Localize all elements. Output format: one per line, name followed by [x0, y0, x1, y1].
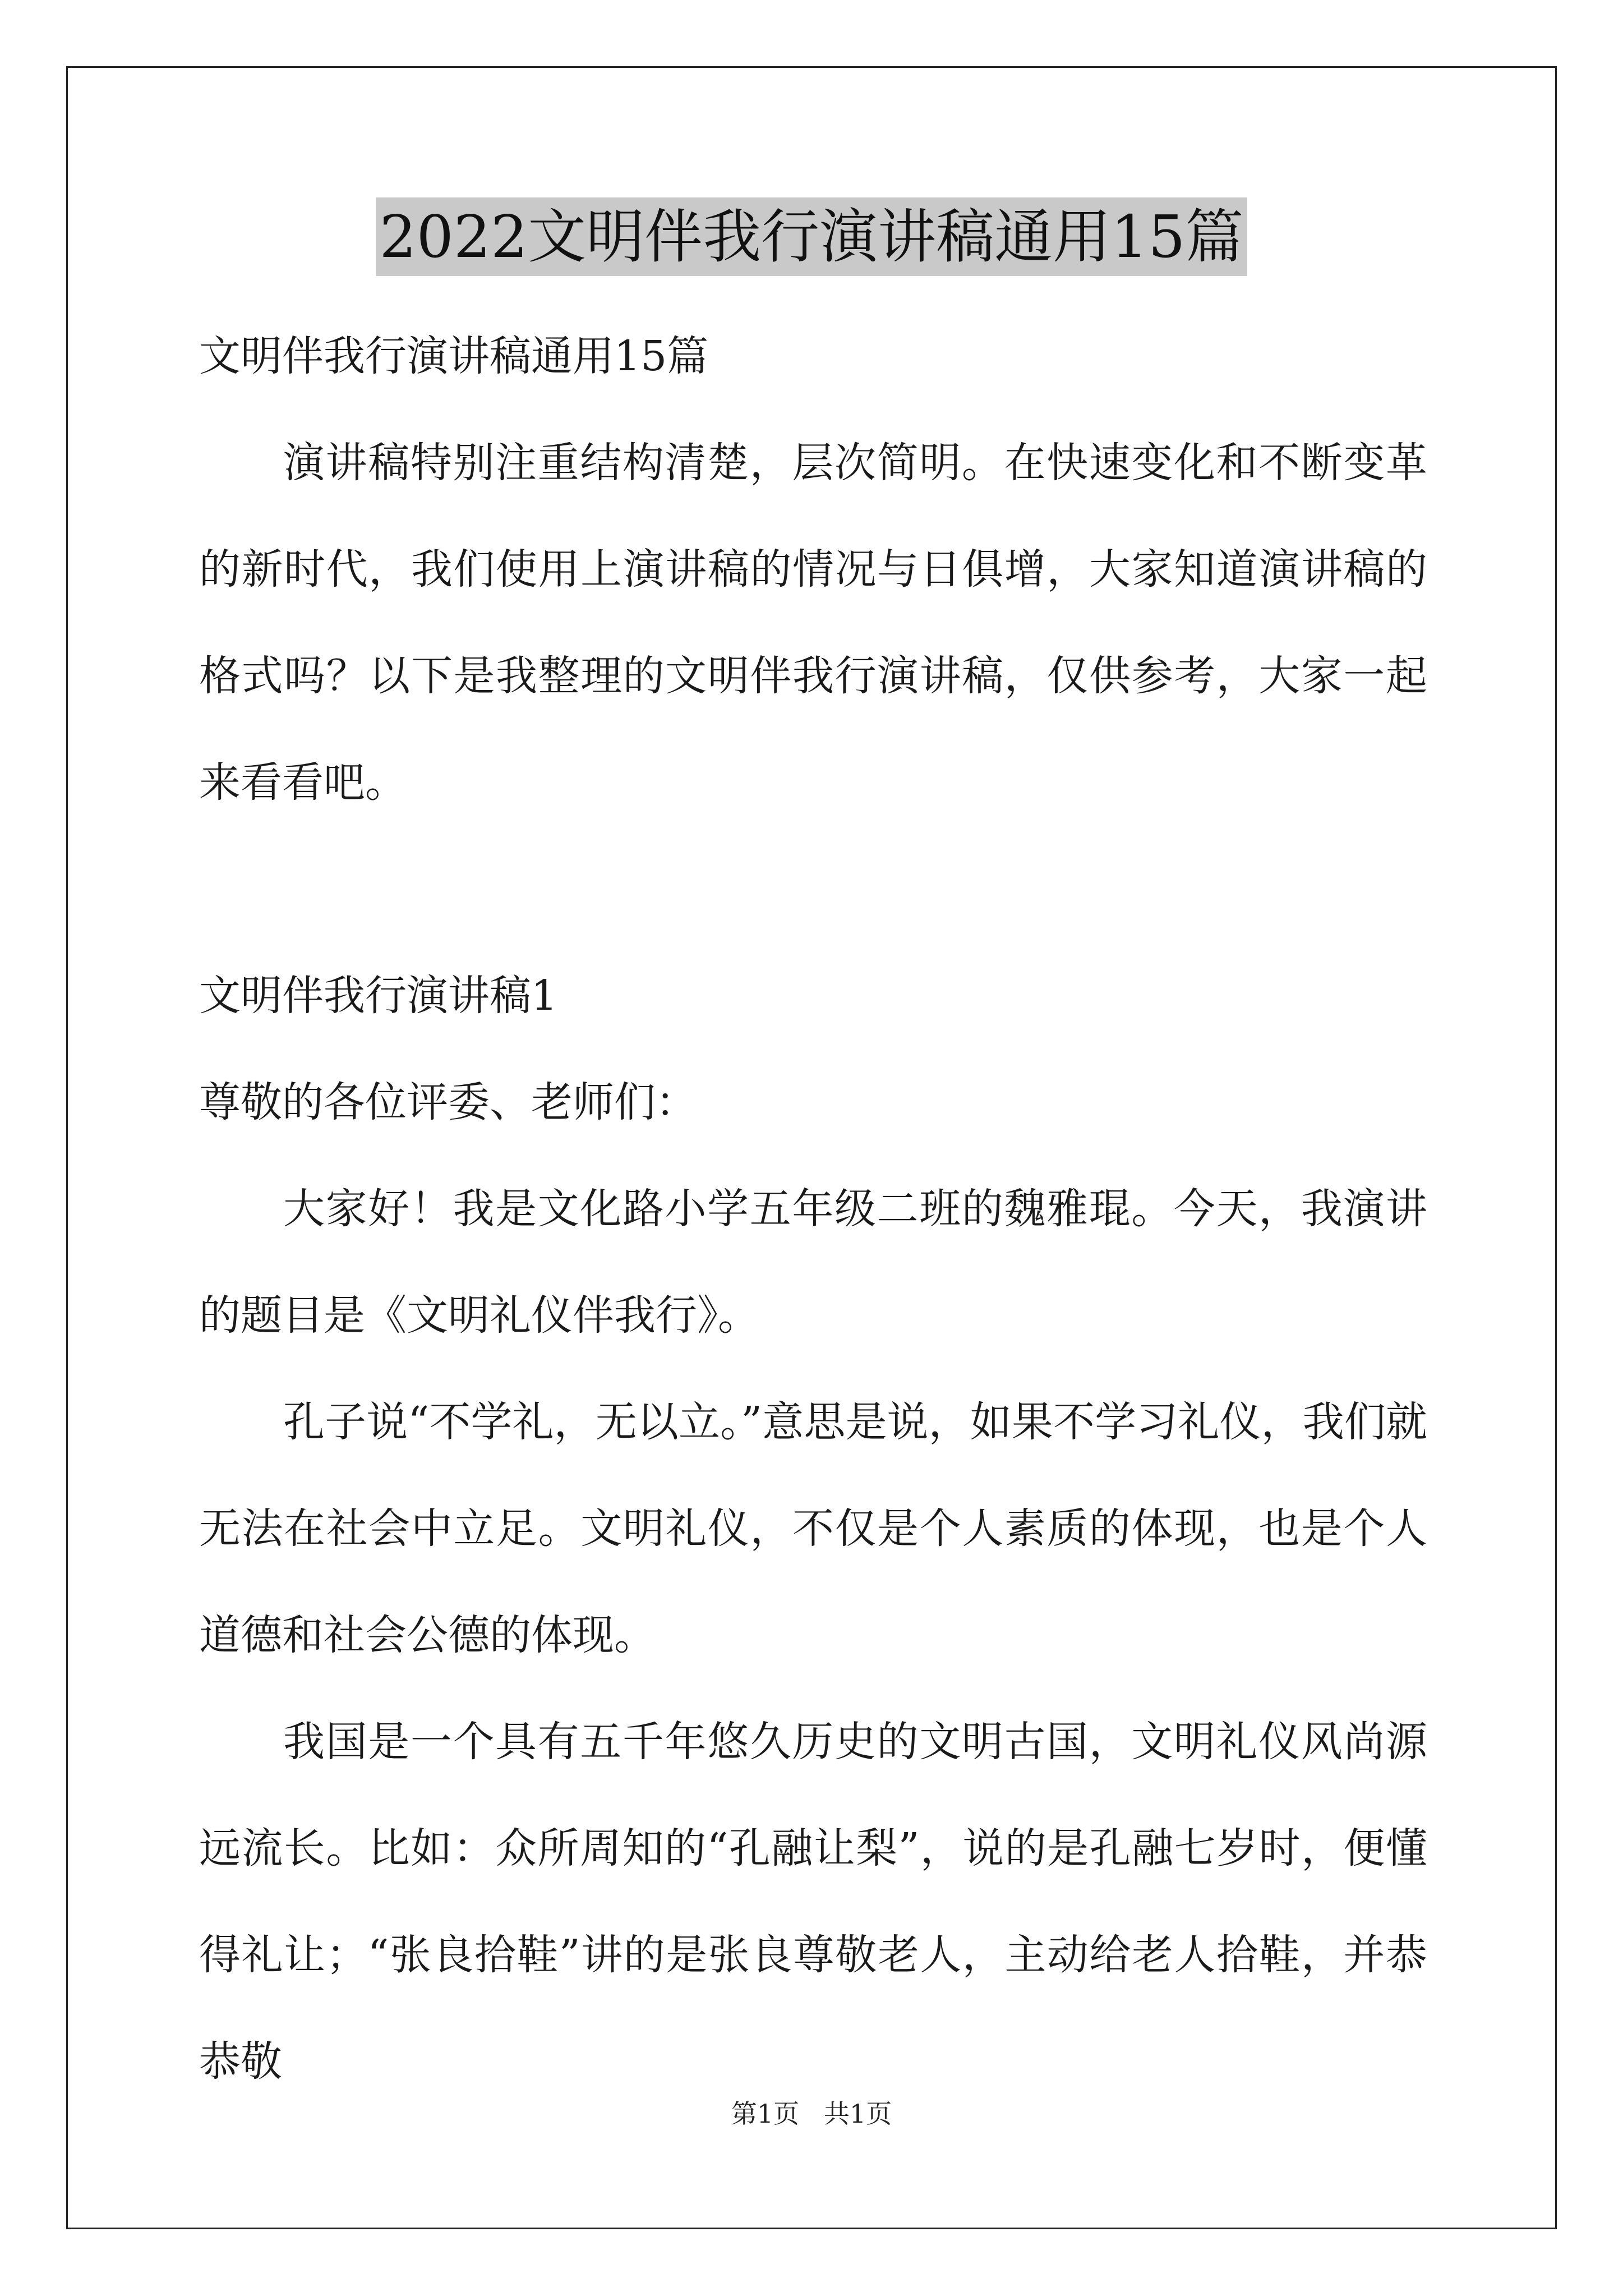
section-heading: 文明伴我行演讲稿1 — [199, 972, 558, 1020]
salutation: 尊敬的各位评委、老师们： — [199, 1078, 697, 1126]
intro-paragraph: 演讲稿特别注重结构清楚，层次简明。在快速变化和不断变革的新时代，我们使用上演讲稿的情况与日俱增，大家知道演讲稿的格式吗？以下是我整理的文明伴我行演讲稿，仅供参考，大家一起来看看吧。 — [199, 439, 1427, 807]
title-container — [0, 197, 1623, 276]
body-paragraph: 我国是一个具有五千年悠久历史的文明古国，文明礼仪风尚源远流长。比如：众所周知的“孔融让梨”，说的是孔融七岁时，便懂得礼让；“张良拾鞋”讲的是张良尊敬老人，主动给老人拾鞋，并恭恭敬 — [199, 1718, 1427, 2086]
body-paragraph: 孔子说“不学礼，无以立。”意思是说，如果不学习礼仪，我们就无法在社会中立足。文明礼仪，不仅是个人素质的体现，也是个人道德和社会公德的体现。 — [199, 1398, 1427, 1659]
document-title: 2022文明伴我行演讲稿通用15篇 — [376, 197, 1247, 276]
body-paragraph: 大家好！我是文化路小学五年级二班的魏雅琨。今天，我演讲的题目是《文明礼仪伴我行》。 — [199, 1185, 1427, 1340]
document-subtitle: 文明伴我行演讲稿通用15篇 — [199, 332, 709, 380]
document-body — [199, 303, 1427, 2115]
page-number: 第1页 共1页 — [731, 2099, 892, 2129]
section-spacer — [199, 836, 1427, 942]
